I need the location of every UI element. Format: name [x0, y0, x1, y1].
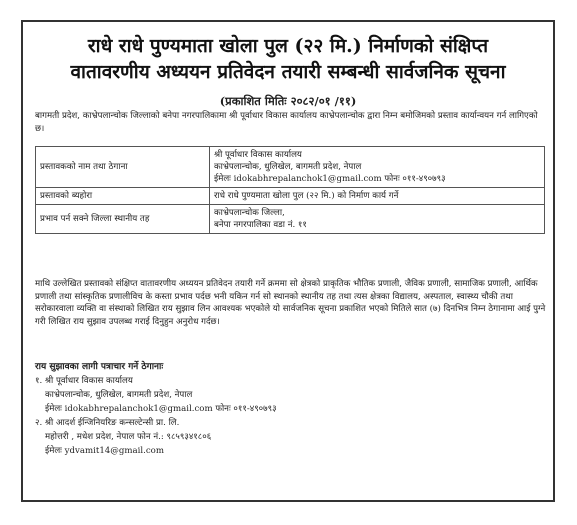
address1-contact: ईमेलः idokabhrepalanchok1@gmail.com फोनः ०११-४९०७९३ — [45, 404, 277, 414]
table-row — [36, 147, 545, 188]
published-date: (प्रकाशित मितिः २०८२/०१ /११) — [219, 94, 357, 108]
address1-name: १. श्री पूर्वाधार विकास कार्यालय — [35, 376, 133, 386]
notice-title-line1: राधे राधे पुण्यमाता खोला पुल (२२ मि.) निर्माणको संक्षिप्त — [87, 35, 489, 57]
value-line: काभ्रेपलान्चोक, धुलिखेल, बागमती प्रदेश, नेपाल — [214, 162, 362, 172]
intro-paragraph: बागमती प्रदेश, काभ्रेपलान्चोक जिल्लाको बनेपा नगरपालिकामा श्री पूर्वाधार विकास कार्यालय काभ्रेपलान्चोक द्वारा निम्न बमोजिमको प्रस्ताव कार्यान्वयन गर्न लागिएको छ। — [35, 111, 538, 134]
value-line: ईमेलः idokabhrepalanchok1@gmail.com फोनः ०११-४९०७९३ — [214, 174, 446, 184]
proposal-info-table — [35, 146, 545, 234]
table-cell-label: प्रस्तावको ब्यहोरा — [36, 188, 210, 205]
table-cell-value — [210, 147, 545, 188]
table-cell-label: प्रभाव पर्न सक्ने जिल्ला स्थानीय तह — [36, 205, 210, 234]
address2-location: महोत्तरी , मधेश प्रदेश, नेपाल फोन नं.: ९८५९३४१८०६ — [45, 432, 212, 442]
notice-title-line2: वातावरणीय अध्ययन प्रतिवेदन तयारी सम्बन्धी सार्वजनिक सूचना — [70, 61, 506, 83]
address2-email: ईमेलः ydvamit14@gmail.com — [45, 446, 165, 456]
value-line: काभ्रेपलान्चोक जिल्ला, — [214, 208, 285, 218]
table-cell-value — [210, 188, 545, 205]
table-cell-label: प्रस्तावकको नाम तथा ठेगाना — [36, 147, 210, 188]
value-line: श्री पूर्वाधार विकास कार्यालय — [214, 150, 302, 160]
table-row — [36, 188, 545, 205]
table-cell-value — [210, 205, 545, 234]
table-row — [36, 205, 545, 234]
body-paragraph: माथि उल्लेखित प्रस्तावको संक्षिप्त वातावरणीय अध्ययन प्रतिवेदन तयारी गर्ने क्रममा सो क्षेत्रको प्राकृतिक भौतिक प्रणाली, जैविक प्रणाली, सामाजिक प्रणाली, आर्थिक प्रणाली तथा सांस्कृतिक प्रणालीविच के कस्ता प्रभाव पर्दछ भनी यकिन गर्न सो स्थानको स्थानीय तह तथा त्यस क्षेत्रका विद्यालय, अस्पताल, स्वास्थ्य चौकी तथा सरोकारवाला व्यक्ति वा संस्थाको लिखित राय सुझाव लिन आवश्यक भएकोले यो सार्वजनिक सूचना प्रकाशित भएको मितिले सात (७) दिनभित्र निम्न ठेगानामा आई पुग्ने गरी लिखित राय सुझाव उपलब्ध गराई दिनुहुन अनुरोध गर्दछ। — [35, 279, 546, 327]
address1-location: काभ्रेपलान्चोक, धुलिखेल, बागमती प्रदेश, नेपाल — [45, 390, 193, 400]
public-notice — [21, 20, 555, 502]
value-line: राधे राधे पुण्यमाता खोला पुल (२२ मि.) को निर्माण कार्य गर्ने — [214, 191, 399, 201]
value-line: बनेपा नगरपालिका वडा नं. ११ — [214, 220, 307, 230]
address2-name: २. श्री आदर्श ईन्जिनियरिङ कन्सल्टेन्सी प्रा. लि. — [35, 418, 180, 428]
address-heading: राय सुझावका लागी पत्राचार गर्ने ठेगानाः — [35, 362, 164, 372]
